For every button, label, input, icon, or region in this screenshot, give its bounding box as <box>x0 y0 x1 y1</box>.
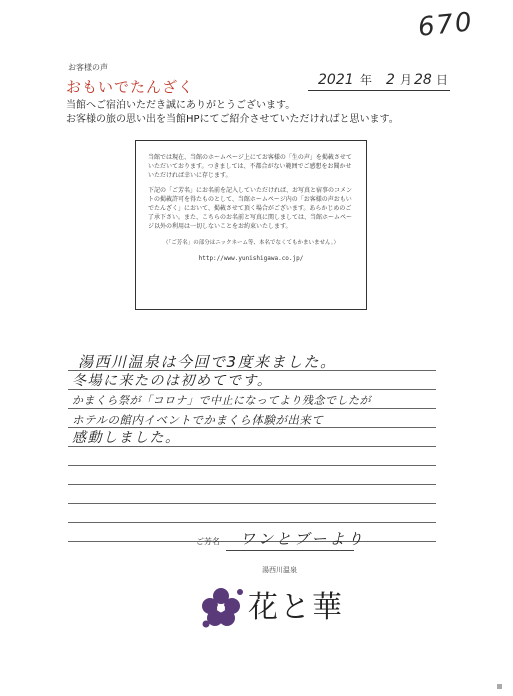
form-title: おもいでたんざく <box>66 78 195 96</box>
intro-line-2: お客様の旅の思い出を当館HPにてご紹介させていただければと思います。 <box>66 114 399 125</box>
signature-label: ご芳名 <box>196 537 220 546</box>
notice-box <box>135 140 367 310</box>
date-day: 28 <box>414 72 432 88</box>
message-rule <box>68 389 436 390</box>
date-year: 2021 <box>318 72 354 88</box>
date-field <box>308 72 450 91</box>
message-rule <box>68 484 436 485</box>
logo-name: 花と華 <box>248 590 344 625</box>
message-rule <box>68 446 436 447</box>
flower-logo-icon <box>196 582 246 630</box>
message-line: かまくら祭が「コロナ」で中止になってより残念でしたが <box>72 394 371 407</box>
message-rule <box>68 465 436 466</box>
message-rule <box>68 503 436 504</box>
scan-mark <box>497 684 502 689</box>
intro-line-1: 当館へご宿泊いただき誠にありがとうございます。 <box>66 100 296 111</box>
date-year-suffix: 年 <box>360 73 373 87</box>
notice-fine-print: （「ご芳名」の部分はニックネーム等、本名でなくてもかまいません。） <box>162 240 340 246</box>
message-line: ホテルの館内イベントでかまくら体験が出来て <box>72 413 324 427</box>
message-line: 湯西川温泉は今回で3度来ました。 <box>78 353 337 371</box>
signature-name: ワンとブーより <box>240 530 366 548</box>
notice-paragraph: 当館では現在、当館のホームページ上にてお客様の「生の声」を掲載させていただいております。つきましては、不都合がない範囲でご感想をお聞かせいただければ幸いに存じます。 <box>148 154 352 179</box>
handwritten-page-number: 670 <box>416 7 476 43</box>
date-month-suffix: 月 <box>400 73 413 87</box>
notice-url: http://www.yunishigawa.co.jp/ <box>198 255 304 262</box>
message-line: 冬場に来たのは初めてです。 <box>72 373 273 389</box>
date-day-suffix: 日 <box>436 73 449 87</box>
message-rule <box>68 522 436 523</box>
logo-subtitle: 湯西川温泉 <box>262 566 297 574</box>
notice-paragraph: 下記の「ご芳名」にお名前を記入していただければ、お写真と宿事のコメントの掲載許可を得たものとして、当館ホームページ内の「お客様の声おもいでたんざく」において、掲載させて頂く場合がございます。あらかじめのご了承下さい。また、こちらのお名前と写真に関しましては、当館ホームページ以外の利用は一切しないことをお約束いたします。 <box>148 187 353 230</box>
form-kicker: お客様の声 <box>68 63 108 72</box>
message-line: 感動しました。 <box>72 430 181 446</box>
date-month: 2 <box>386 72 395 88</box>
